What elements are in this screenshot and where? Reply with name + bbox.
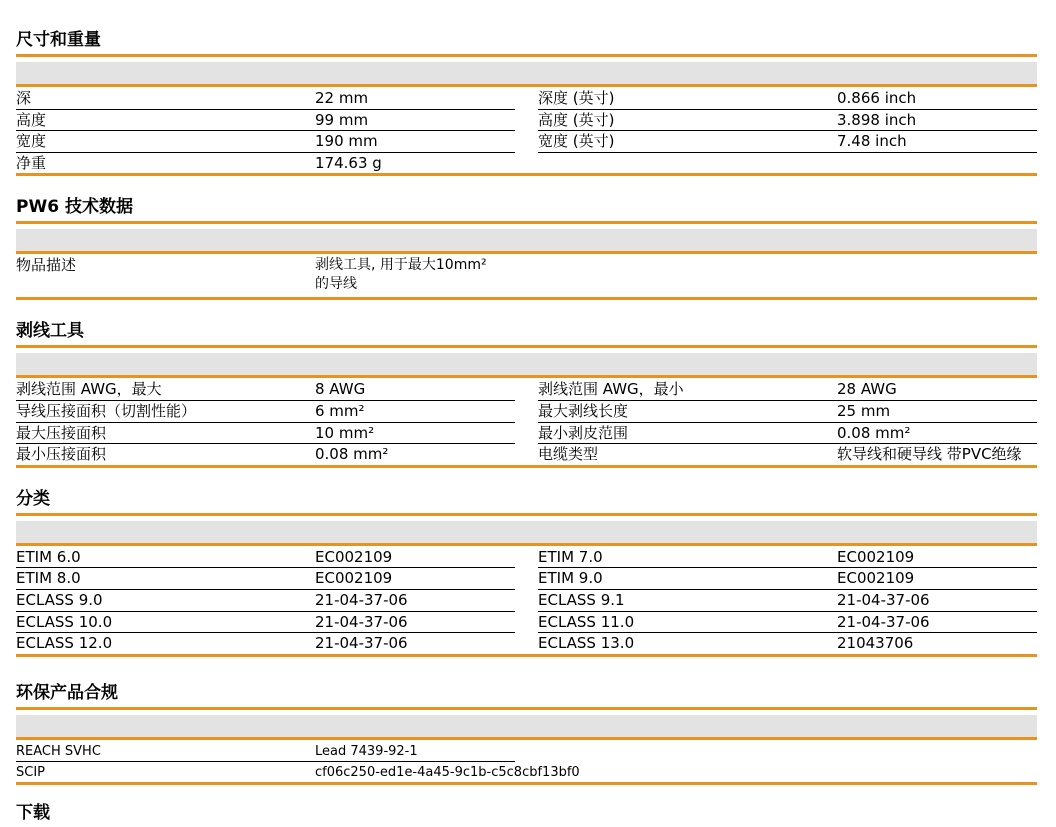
table-row xyxy=(16,109,1037,131)
table-row xyxy=(16,567,1037,589)
row-label: ETIM 8.0 xyxy=(16,567,515,590)
row-label: 物品描述 xyxy=(16,256,77,275)
row-label: ECLASS 9.1 xyxy=(538,589,1037,612)
row-label: 导线压接面积（切割性能） xyxy=(16,400,515,423)
row-label: SCIP xyxy=(16,764,46,780)
data-grid xyxy=(16,378,1037,464)
row-value: 7.48 inch xyxy=(837,132,907,151)
row-label: ECLASS 11.0 xyxy=(538,611,1037,634)
row-value: 25 mm xyxy=(837,401,891,420)
row-label: 最大剥线长度 xyxy=(538,400,1037,423)
row-label: ETIM 7.0 xyxy=(538,546,1037,569)
data-grid xyxy=(16,87,1037,173)
table-row xyxy=(16,130,1037,152)
section-band xyxy=(16,62,1037,87)
table-row xyxy=(16,546,1037,568)
section-dimensions xyxy=(16,0,1037,176)
row-value xyxy=(315,254,487,296)
table-row xyxy=(16,422,1037,444)
row-label: 深度 (英寸) xyxy=(538,87,1037,110)
row-value: 10 mm² xyxy=(315,423,375,442)
row-value: EC002109 xyxy=(315,547,393,566)
section-title: 下载 xyxy=(16,802,50,823)
row-label: ETIM 9.0 xyxy=(538,567,1037,590)
row-label: ECLASS 10.0 xyxy=(16,611,515,634)
row-value-line: 剥线工具, 用于最大10mm² xyxy=(315,257,487,274)
row-value-line: 的导线 xyxy=(315,276,357,293)
row-label: 高度 xyxy=(16,109,515,132)
section-title: PW6 技术数据 xyxy=(16,167,1037,224)
row-label: 电缆类型 xyxy=(538,445,599,464)
section-band xyxy=(16,229,1037,254)
row-value: 8 AWG xyxy=(315,380,366,399)
row-label: ECLASS 9.0 xyxy=(16,589,515,612)
table-row xyxy=(16,589,1037,611)
row-value: 190 mm xyxy=(315,132,378,151)
table-row xyxy=(16,378,1037,400)
row-value: 22 mm xyxy=(315,89,369,107)
row-value: 21-04-37-06 xyxy=(837,612,930,631)
section-environmental xyxy=(16,653,1037,785)
row-label: 净重 xyxy=(16,153,47,172)
row-value: 21-04-37-06 xyxy=(315,634,408,653)
section-title: 剥线工具 xyxy=(16,291,1037,348)
row-value: Lead 7439-92-1 xyxy=(315,743,418,759)
row-value: 0.866 inch xyxy=(837,89,917,107)
row-label: ECLASS 12.0 xyxy=(16,634,113,653)
section-band xyxy=(16,353,1037,378)
row-value: 174.63 g xyxy=(315,153,382,172)
section-band xyxy=(16,521,1037,546)
row-value: EC002109 xyxy=(315,569,393,588)
table-row xyxy=(16,740,1037,761)
datasheet-page xyxy=(16,0,1037,827)
row-label: 宽度 (英寸) xyxy=(538,130,1037,153)
section-classification xyxy=(16,459,1037,657)
row-label: 最大压接面积 xyxy=(16,422,515,445)
row-label: 剥线范围 AWG，最小 xyxy=(538,378,1037,401)
row-label: 最小压接面积 xyxy=(16,445,107,464)
section-download xyxy=(16,773,1037,827)
row-value: 21-04-37-06 xyxy=(837,590,930,609)
table-row xyxy=(16,87,1037,109)
table-row xyxy=(16,632,1037,654)
row-value: 21043706 xyxy=(837,634,914,653)
section-strip-tool xyxy=(16,291,1037,467)
row-label: 宽度 xyxy=(16,130,515,153)
row-value: 21-04-37-06 xyxy=(315,590,408,609)
row-value: 0.08 mm² xyxy=(315,445,389,464)
section-title: 尺寸和重量 xyxy=(16,0,1037,57)
row-value: 99 mm xyxy=(315,110,369,129)
row-value: 0.08 mm² xyxy=(837,423,911,442)
row-value: EC002109 xyxy=(837,569,915,588)
section-band xyxy=(16,715,1037,740)
row-label: 高度 (英寸) xyxy=(538,109,1037,132)
row-value: cf06c250-ed1e-4a45-9c1b-c5c8cbf13bf0 xyxy=(315,764,580,780)
table-row xyxy=(16,400,1037,422)
row-value: 6 mm² xyxy=(315,401,365,420)
section-title: 分类 xyxy=(16,459,1037,516)
row-value: 21-04-37-06 xyxy=(315,612,408,631)
section-tech xyxy=(16,167,1037,300)
row-label: 深 xyxy=(16,87,515,110)
row-value: 28 AWG xyxy=(837,380,897,399)
row-label: ETIM 6.0 xyxy=(16,546,515,569)
row-label: ECLASS 13.0 xyxy=(538,634,635,653)
section-title: 环保产品合规 xyxy=(16,653,1037,710)
row-label: REACH SVHC xyxy=(16,740,515,763)
row-value: 3.898 inch xyxy=(837,110,917,129)
table-row xyxy=(16,611,1037,633)
data-grid xyxy=(16,546,1037,654)
row-label: 剥线范围 AWG，最大 xyxy=(16,378,515,401)
row-value: 软导线和硬导线 带PVC绝缘 xyxy=(837,445,1022,464)
row-label: 最小剥皮范围 xyxy=(538,422,1037,445)
row-value: EC002109 xyxy=(837,547,915,566)
